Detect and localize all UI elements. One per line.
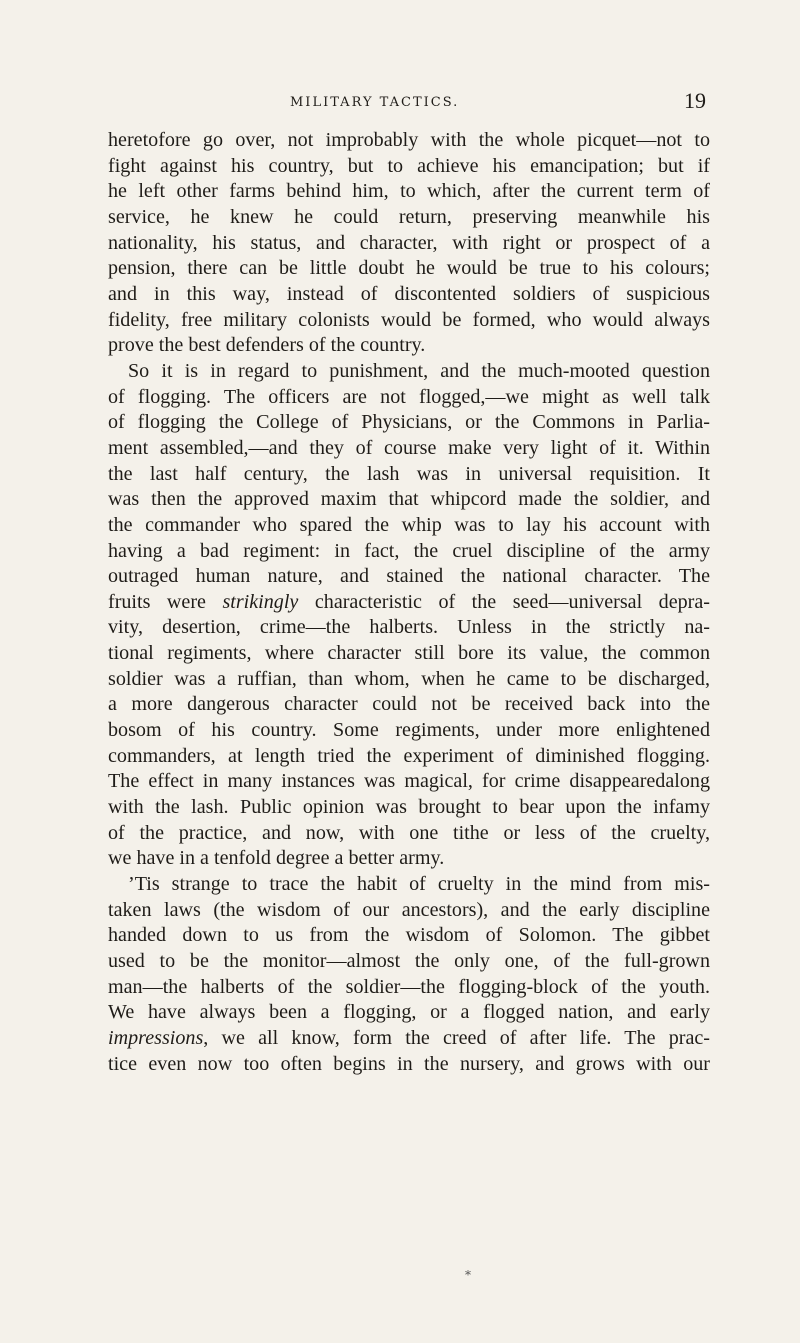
italic-text: strikingly — [222, 590, 299, 613]
text-segment: service, he knew he could return, preserving meanwhile his — [108, 205, 710, 228]
text-segment: , we all know, form the creed of after life. The prac- — [203, 1026, 710, 1049]
text-segment: tional regiments, where character still bore its value, the common — [108, 642, 710, 665]
text-segment: We have always been a flogging, or a flogged nation, and early — [108, 1001, 710, 1024]
text-line — [108, 744, 710, 770]
text-segment: outraged human nature, and stained the national character. The — [108, 565, 710, 588]
text-line — [108, 410, 710, 436]
text-segment: was then the approved maxim that whipcord made the soldier, and — [108, 488, 710, 511]
text-segment: nationality, his status, and character, with right or prospect of a — [108, 231, 710, 254]
text-line — [108, 718, 710, 744]
text-line — [108, 564, 710, 590]
text-line — [108, 128, 710, 154]
body-text — [108, 128, 710, 1077]
text-segment: The effect in many instances was magical, for crime disappearedalong — [108, 770, 710, 793]
text-segment: commanders, at length tried the experiment of diminished flogging. — [108, 744, 710, 767]
text-segment: used to be the monitor—almost the only one, of the full-grown — [108, 950, 710, 972]
text-segment: So it is in regard to punishment, and the much-mooted question — [128, 359, 710, 382]
text-segment: having a bad regiment: in fact, the cruel discipline of the army — [108, 539, 710, 562]
text-line — [108, 179, 710, 205]
text-segment: the last half century, the lash was in universal requisition. It — [108, 462, 710, 485]
text-line — [108, 692, 710, 718]
text-line — [108, 898, 710, 924]
text-segment: ’Tis strange to trace the habit of cruelty in the mind from mis- — [128, 873, 710, 896]
text-line — [108, 872, 710, 898]
text-line — [108, 1052, 710, 1078]
text-line — [108, 256, 710, 282]
text-segment: soldier was a ruffian, than whom, when he came to be discharged, — [108, 667, 710, 690]
text-line — [108, 1026, 710, 1052]
text-segment: tice even now too often begins in the nursery, and grows with our — [108, 1052, 710, 1075]
text-line — [108, 359, 710, 385]
text-segment: bosom of his country. Some regiments, under more enlightened — [108, 719, 710, 742]
text-segment: fruits were — [108, 590, 223, 613]
text-segment: we have in a tenfold degree a better army. — [108, 847, 445, 870]
text-line — [108, 821, 710, 847]
text-segment: handed down to us from the wisdom of Solomon. The gibbet — [108, 924, 710, 947]
text-line — [108, 769, 710, 795]
text-segment: taken laws (the wisdom of our ancestors), and the early discipline — [108, 898, 710, 921]
text-line — [108, 436, 710, 462]
text-segment: a more dangerous character could not be received back into the — [108, 693, 710, 716]
text-line — [108, 846, 710, 872]
italic-text: impressions — [108, 1026, 204, 1049]
text-segment: the commander who spared the whip was to lay his account with — [108, 513, 710, 536]
printer-mark: * — [465, 1268, 471, 1282]
text-line — [108, 231, 710, 257]
text-line — [108, 205, 710, 231]
text-line — [108, 462, 710, 488]
page-number: 19 — [684, 88, 706, 113]
text-segment: vity, desertion, crime—the halberts. Unless in the strictly na- — [108, 616, 710, 639]
text-line — [108, 667, 710, 693]
text-segment: man—the halberts of the soldier—the flogging-block of the youth. — [108, 975, 710, 998]
text-line — [108, 154, 710, 180]
text-segment: characteristic of the seed—universal depra- — [298, 590, 710, 613]
text-segment: of flogging the College of Physicians, or the Commons in Parlia- — [108, 411, 710, 434]
text-segment: fidelity, free military colonists would be formed, who would always — [108, 308, 710, 331]
text-line — [108, 333, 710, 359]
text-segment: he left other farms behind him, to which, after the current term of — [108, 180, 710, 203]
text-line — [108, 975, 710, 1001]
text-line — [108, 949, 710, 975]
text-line — [108, 615, 710, 641]
text-line — [108, 795, 710, 821]
text-line — [108, 282, 710, 308]
text-segment: of the practice, and now, with one tithe or less of the cruelty, — [108, 821, 710, 844]
text-segment: pension, there can be little doubt he would be true to his colours; — [108, 257, 710, 280]
text-line — [108, 641, 710, 667]
text-segment: fight against his country, but to achieve his emancipation; but if — [108, 154, 710, 177]
text-segment: with the lash. Public opinion was brought to bear upon the infamy — [108, 796, 710, 819]
text-line — [108, 923, 710, 949]
text-segment: and in this way, instead of discontented soldiers of suspicious — [108, 282, 710, 305]
text-line — [108, 308, 710, 334]
text-segment: ment assembled,—and they of course make very light of it. Within — [108, 436, 710, 459]
text-line — [108, 487, 710, 513]
text-segment: of flogging. The officers are not flogged,—we might as well talk — [108, 385, 710, 408]
running-head: MILITARY TACTICS. — [290, 95, 460, 110]
text-line — [108, 385, 710, 411]
text-segment: heretofore go over, not improbably with the whole picquet—not to — [108, 129, 710, 151]
text-line — [108, 513, 710, 539]
text-line — [108, 1000, 710, 1026]
text-line — [108, 539, 710, 565]
text-line — [108, 590, 710, 616]
text-segment: prove the best defenders of the country. — [108, 334, 426, 357]
